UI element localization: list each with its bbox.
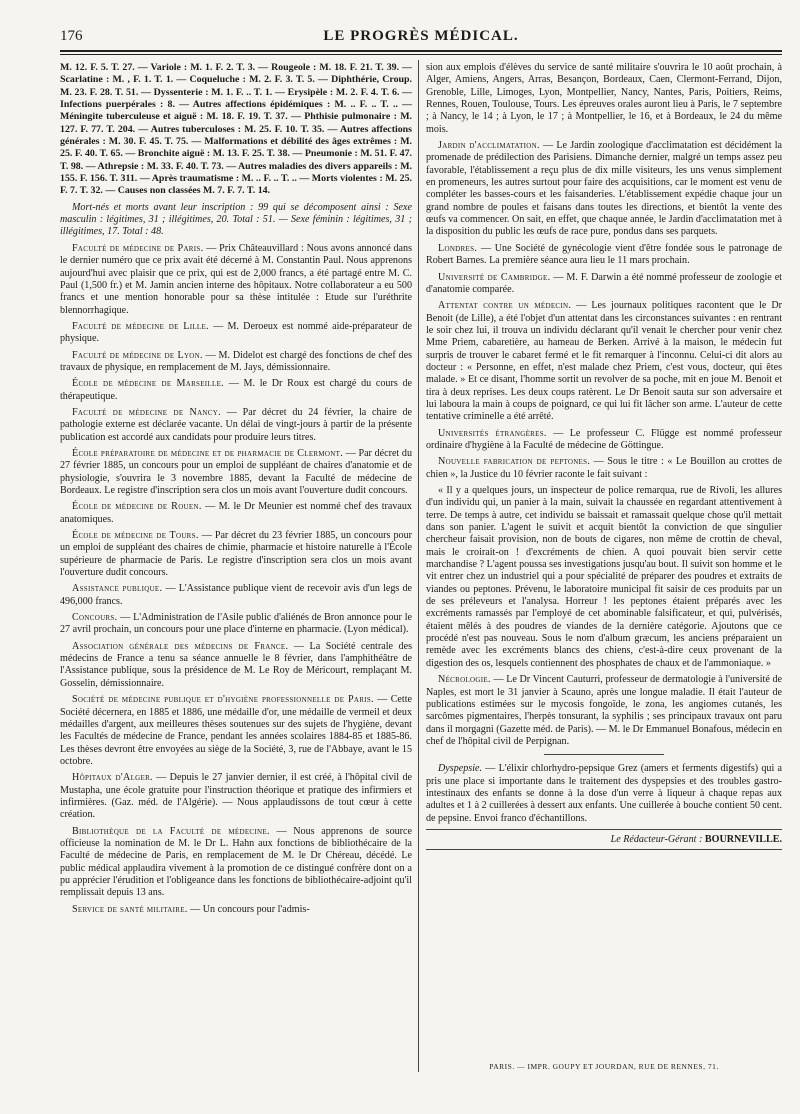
news-heading: Universités étrangères. xyxy=(438,427,547,439)
news-heading: Nécrologie. xyxy=(438,674,491,686)
news-item-alger: Hôpitaux d'Alger. — Depuis le 27 janvier dernier, il est créé, à l'hôpital civil de Mustapha, une école gratuite pour l'instruction théorique et pratique des infirmiers et infirmières. (Gaz. méd. de l'Algérie). — Nous applaudissons de tout cœur à cette création. xyxy=(60,772,412,821)
header-rule xyxy=(60,50,782,52)
news-heading: Concours. xyxy=(72,612,118,624)
left-column xyxy=(60,62,412,920)
news-heading: Nouvelle fabrication de peptones. xyxy=(438,456,591,468)
journal-title: LE PROGRÈS MÉDICAL. xyxy=(323,28,519,44)
news-item-paris: Faculté de médecine de Paris. — Prix Châteauvillard : Nous avons annoncé dans le dernier numéro que ce prix avait été décerné à M. Constantin Paul. Nous apprenons aujourd'hui avec plaisir que ce prix, qui est de 2,000 francs, a été partagé entre M. C. Paul (1,500 fr.) et M. Jamin ancien interne des hôpitaux. Notre collaborateur a eu 500 francs et une mention honorable pour sa thèse intitulée : Etude sur l'uréthrite blennorrhagique. xyxy=(60,242,413,316)
news-item-peptones: Nouvelle fabrication de peptones. — Sous le titre : « Le Bouillon au crottes de chien », la Justice du 10 février raconte le fait suivant : xyxy=(426,456,782,480)
signature-rule xyxy=(426,829,782,830)
news-heading: Assistance publique. xyxy=(72,583,163,595)
news-heading: Jardin d'acclimatation. xyxy=(438,140,540,152)
stillbirths-paragraph: Mort-nés et morts avant leur inscription : 99 qui se décomposent ainsi : Sexe masculin : légitimes, 31 ; illégitimes, 20. Total : 51. — Sexe féminin : légitimes, 31 ; illégitimes, 17. Total : 48. xyxy=(60,201,412,238)
news-heading: Société de médecine publique et d'hygiène professionnelle de Paris. xyxy=(72,694,374,706)
news-item-jardin: Jardin d'acclimatation. — Le Jardin zoologique d'acclimatation est décidément la promenade de prédilection des Parisiens. Dimanche dernier, malgré un temps assez peu favorable, l'établissement a reçu plus de dix mille visiteurs, les uns venus simplement en promeneurs, les autres surtout pour faire des acquisitions, car le moment est venu de compléter les basses-cours et les faisanderies. L'établissement expédie chaque jour un grand nombre de poules et faisans dans toutes les directions, et bientôt la vente des œufs va commencer. On sait, en effet, que chaque année, le Jardin d'acclimatation met à la disposition du public les œufs de race pure, pondus dans ses parquets. xyxy=(426,140,782,238)
news-item-londres: Londres. — Une Société de gynécologie vient d'être fondée sous le patronage de Robert Barnes. La première séance aura lieu le 11 mars prochain. xyxy=(426,242,782,267)
news-heading: Londres. xyxy=(438,242,478,254)
advert-heading: Dyspepsie. xyxy=(438,763,483,775)
news-item-nancy: Faculté de médecine de Nancy. — Par décret du 24 février, la chaire de pathologie externe est déclarée vacante. Un délai de vingt-jours à partir de la présente publication est accordé aux candidats pour produire leurs titres. xyxy=(60,406,412,443)
news-heading: Bibliothèque de la Faculté de médecine. xyxy=(72,825,270,837)
service-sante-continued: sion aux emplois d'élèves du service de santé militaire s'ouvrira le 10 août prochain, à Alger, Amiens, Angers, Arras, Besançon, Bordeaux, Caen, Clermont-Ferrand, Dijon, Grenoble, Lille, Limoges, Lyon, Montpellier, Nancy, Nantes, Paris, Poitiers, Reims, Rennes, Rouen, Toulouse, Tours. Les épreuves orales auront lieu à Paris, le 7 septembre ; à Nancy, le 14 ; à Lyon, le 17 ; à Montpellier, le 16, et à Bordeaux, le 24 du même mois. xyxy=(426,62,782,135)
news-heading: École de médecine de Rouen. xyxy=(72,501,202,513)
signature: Le Rédacteur-Gérant : BOURNEVILLE. xyxy=(610,833,782,845)
news-heading: Université de Cambridge. xyxy=(438,271,551,283)
news-heading: École préparatoire de médecine et de pharmacie de Clermont. xyxy=(72,447,344,459)
right-column xyxy=(426,62,782,854)
news-heading: Faculté de médecine de Lille. xyxy=(72,320,209,332)
news-item-clermont: École préparatoire de médecine et de pharmacie de Clermont. — Par décret du 27 février 1885, un concours pour un emploi de suppléant de chaires d'anatomie et de physiologie, s'ouvrira le 3 novembre 1885, devant la Faculté de médecine de Bordeaux. Le registre d'inscription sera clos un mois avant l'ouverture dudit concours. xyxy=(60,447,412,496)
news-item-rouen: École de médecine de Rouen. — M. le Dr Meunier est nommé chef des travaux anatomiques. xyxy=(60,501,412,525)
news-item-service-sante: Service de santé militaire. — Un concours pour l'admis- xyxy=(72,903,310,915)
news-item-assistance: Assistance publique. — L'Assistance publique vient de recevoir avis d'un legs de 496,000 francs. xyxy=(60,583,412,607)
news-item-societe: Société de médecine publique et d'hygiène professionnelle de Paris. — Cette Société décernera, en 1885 et 1886, une médaille d'or, une médaille de vermeil et deux médailles d'argent, aux meilleures thèses soutenues sur des sujets de l'hygiène, devant les Facultés de médecine de France, pendant les années scolaires 1884-85 et 1885-86. Les thèses devront être envoyées au siège de la Société, 3, rue de l'Abbaye, avant le 15 octobre. xyxy=(60,694,412,767)
news-item-lyon: Faculté de médecine de Lyon. — M. Didelot est chargé des fonctions de chef des travaux de physique, en remplacement de M. Jays, démissionnaire. xyxy=(60,349,412,373)
printer-imprint: PARIS. — IMPR. GOUPY ET JOURDAN, RUE DE RENNES, 71. xyxy=(489,1062,719,1071)
page-header xyxy=(60,26,782,48)
news-item-association: Association générale des médecins de France. — La Société centrale des médecins de France a tenu sa séance annuelle le 8 février, dans l'amphithéâtre de l'Assistance publique, sous la présidence de M. Le Roy de Méricourt, remplaçant M. Gosselin, démissionnaire. xyxy=(60,640,412,689)
news-item-lille: Faculté de médecine de Lille. — M. Deroeux est nommé aide-préparateur de physique. xyxy=(60,320,412,345)
news-heading: École de médecine de Marseille. xyxy=(72,378,224,390)
news-item-necrologie: Nécrologie. — Le Dr Vincent Cauturri, professeur de dermatologie à l'université de Naples, est mort le 31 janvier à Scauno, après une longue maladie. Il était l'auteur de publications estimées sur le mycosis fongoïde, le zona, les angiomes cutanés, les sarcômes pigmentaires, l'herpès tonsurant, la syphilis ; ses principaux travaux ont paru dans il morgagni (Gazette méd. de Paris). — M. le Dr Emmanuel Bonafous, médecin en chef de l'hôpital civil de Perpignan. xyxy=(426,674,782,747)
advert-dyspepsie: Dyspepsie. — L'élixir chlorhydro-pepsique Grez (amers et ferments digestifs) qui a pris une place si importante dans le traitement des dyspepsies et des troubles gastro-intestinaux des enfants se donne à la dose d'un verre à liqueur à chaque repas aux adultes et 1 à 2 cuillerées à dessert aux enfants. Une cuillerée à bouche contient 50 cent. de pepsine. Envoi franco d'échantillons. xyxy=(426,763,782,824)
page-number: 176 xyxy=(60,28,83,44)
signature-rule-bottom xyxy=(426,849,782,850)
news-heading: Faculté de médecine de Paris. xyxy=(72,242,204,254)
news-heading: Attentat contre un médecin. xyxy=(438,300,572,312)
column-divider xyxy=(418,60,419,1072)
news-item-universites: Universités étrangères. — Le professeur C. Flügge est nommé professeur ordinaire d'hygiène à la Faculté de médecine de Göttingue. xyxy=(426,427,782,451)
news-item-attentat: Attentat contre un médecin. — Les journaux politiques racontent que le Dr Benoit (de Lille), a été l'objet d'un attentat dans les circonstances suivantes : en rentrant le soir chez lui, il trouva un individu déclarant qu'il venait le chercher pour venir chez Mme Priem, cabaretière, au hameau de Berken. Arrivé à la maison, le médecin fut surpris de trouver le cabaret fermé et le fit remarquer à l'inconnu. Celui-ci dit alors au docteur : « Personne, en effet, n'est malade chez Priem, c'est vous, docteur, qui êtes malade. » Et ce disant, l'homme sortit un revolver de sa poche, mit en joue M. Benoit et tira à deux reprises. Les deux coups ratèrent. Le Dr Benoit sauta sur son adversaire et lui laboura la main à coups de poignard, ce qui lui fit lâcher son arme. L'auteur de cette tentative criminelle a été arrêté. xyxy=(426,300,782,423)
section-separator xyxy=(544,754,664,755)
news-heading: Faculté de médecine de Lyon. xyxy=(72,349,203,361)
peptones-quote: « Il y a quelques jours, un inspecteur de police remarqua, rue de Rivoli, les allures d'un individu qui, un panier à la main, suivait la chaussée en regardant attentivement à terre. De temps à autre, cet individu se baissait et ramassait quelque chose qu'il mettait dans son panier. L'agent le suivit et acquit bientôt la conviction de que singulier chercheur faisait provision, non de bouts de cigares, non même de crottin de cheval, mais le croirait-on ! d'excréments de chien. A quoi pouvait bien servir cette marchandise ? L'agent poussa ses investigations jusqu'au bout. Il suivit son homme et le vit entrer chez un industriel qui a pour spécialité de préparer des poudres et extraits de viandes ou peptones. Prévenu, le laboratoire municipal fit saisir de ces produits par un de ses préleveurs et l'analysa. Horreur ! les peptones étaient préparés avec les excréments ramassés par l'employé de cet abominable falsificateur, et qui, pulvérisés, étaient mêlés à des poudres de viandes de la dernière catégorie. Ajoutons que ce procédé n'est pas nouveau. Sous le nom d'album græcum, les anciens préparaient un remède avec les excréments blancs des chiens, c'est-à-dire ceux provenant de la digestion des os, lesquels contiennent des phosphates de chaux et de l'ammoniaque. » xyxy=(426,485,782,669)
news-heading: École de médecine de Tours. xyxy=(72,530,199,542)
news-item-marseille: École de médecine de Marseille. — M. le Dr Roux est chargé du cours de thérapeutique. xyxy=(60,378,412,402)
news-heading: Hôpitaux d'Alger. xyxy=(72,772,153,784)
header-rule-thin xyxy=(60,54,782,55)
mortality-statistics: M. 12. F. 5. T. 27. — Variole : M. 1. F. 2. T. 3. — Rougeole : M. 18. F. 21. T. 39. — Scarlatine : M. , F. 1. T. 1. — Coqueluche : M. 2. F. 3. T. 5. — Diphthérie, Croup. M. 23. F. 28. T. 51. — Dyssenterie : M. 1. F. .. T. 1. — Erysipèle : M. 2. F. 4. T. 6. — Infections puerpérales : 8. — Autres affections épidémiques : M. .. F. .. T. .. — Méningite tuberculeuse et aiguë : M. 18. F. 19. T. 37. — Phthisie pulmonaire : M. 127. F. 77. T. 204. — Autres tuberculoses : M. 25. F. 10. T. 35. — Autres affections générales : M. 30. F. 45. T. 75. — Malformations et débilité des âges extrêmes : M. 25. F. 40. T. 65. — Bronchite aiguë : M. 13. F. 25. T. 38. — Pneumonie : M. 51. F. 47. T. 98. — Athrepsie : M. 33. F. 40. T. 73. — Autres maladies des divers appareils : M. 155. F. 156. T. 311. — Après traumatisme : M. .. F. .. T. .. — Morts violentes : M. 25. F. 7. T. 32. — Causes non classées M. 7. F. 7. T. 14. xyxy=(60,62,412,197)
news-item-tours: École de médecine de Tours. — Par décret du 23 février 1885, un concours pour un emploi de suppléant des chaires de chimie, pharmacie et histoire naturelle à l'École supérieure de pharmacie de Paris. Le registre d'inscription sera clos un mois avant l'ouverture dudit concours. xyxy=(60,530,413,579)
news-heading: Faculté de médecine de Nancy. xyxy=(72,406,221,418)
news-item-concours: Concours. — L'Administration de l'Asile public d'aliénés de Bron annonce pour le 27 avril prochain, un concours pour une place d'interne en pharmacie. (Lyon médical). xyxy=(60,612,412,636)
news-heading: Association générale des médecins de France. xyxy=(72,640,289,652)
news-heading: Service de santé militaire. xyxy=(72,903,188,915)
news-item-cambridge: Université de Cambridge. — M. F. Darwin a été nommé professeur de zoologie et d'anatomie comparée. xyxy=(426,271,782,295)
news-item-bibliotheque: Bibliothèque de la Faculté de médecine. — Nous apprenons de source officieuse la nomination de M. le Dr L. Hahn aux fonctions de bibliothécaire de la Faculté de médecine de Paris, en remplacement de M. le Dr Chéreau, décédé. Le public médical applaudira vivement à la promotion de ce distingué confrère dont on a pu apprécier l'érudition et l'obligeance dans les fonctions de bibliothécaire-adjoint qu'il remplissait depuis 13 ans. xyxy=(60,825,412,899)
